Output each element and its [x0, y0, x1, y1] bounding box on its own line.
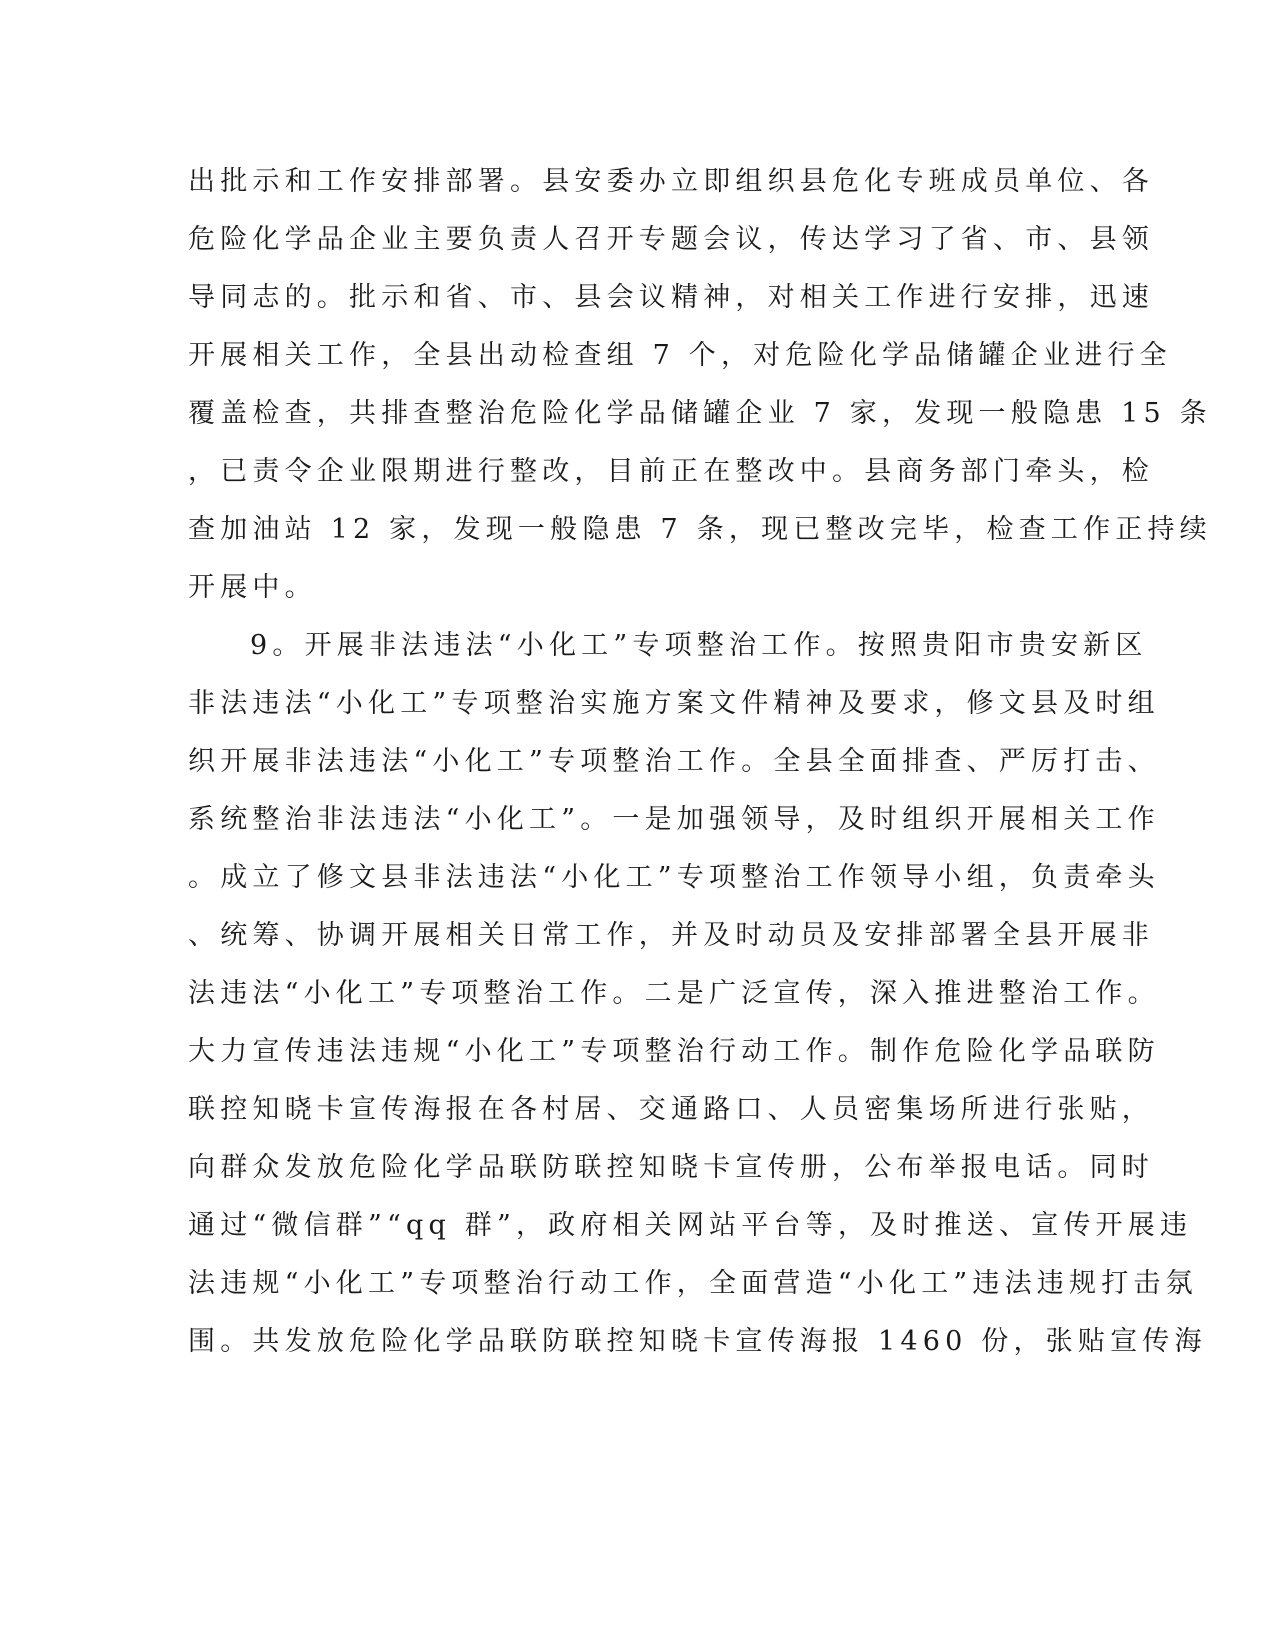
text-line: 系统整治非法违法“小化工”。一是加强领导，及时组织开展相关工作	[188, 804, 1160, 835]
text-line: 导同志的。批示和省、市、县会议精神，对相关工作进行安排，迅速	[188, 282, 1154, 313]
text-line: 法违法“小化工”专项整治工作。二是广泛宣传，深入推进整治工作。	[188, 978, 1160, 1009]
text-line: 出批示和工作安排部署。县安委办立即组织县危化专班成员单位、各	[188, 166, 1154, 197]
text-line: 围。共发放危险化学品联防联控知晓卡宣传海报 1460 份，张贴宣传海	[188, 1326, 1207, 1357]
text-line: 危险化学品企业主要负责人召开专题会议，传达学习了省、市、县领	[188, 224, 1154, 255]
text-line: 法违规“小化工”专项整治行动工作，全面营造“小化工”违法违规打击氛	[188, 1268, 1198, 1299]
text-line: 织开展非法违法“小化工”专项整治工作。全县全面排查、严厉打击、	[188, 746, 1160, 777]
text-line: 开展相关工作，全县出动检查组 7 个，对危险化学品储罐企业进行全	[188, 340, 1172, 371]
text-line: ，已责令企业限期进行整改，目前正在整改中。县商务部门牵头，检	[188, 456, 1154, 487]
text-line: 非法违法“小化工”专项整治实施方案文件精神及要求，修文县及时组	[188, 688, 1160, 719]
text-line: 9。开展非法违法“小化工”专项整治工作。按照贵阳市贵安新区	[250, 630, 1148, 661]
text-line: 开展中。	[188, 572, 317, 603]
text-line: 通过“微信群”“qq 群”，政府相关网站平台等，及时推送、宣传开展违	[188, 1210, 1193, 1241]
text-line: 查加油站 12 家，发现一般隐患 7 条，现已整改完毕，检查工作正持续	[188, 514, 1212, 545]
text-line: 、统筹、协调开展相关日常工作，并及时动员及安排部署全县开展非	[188, 920, 1154, 951]
text-line: 向群众发放危险化学品联防联控知晓卡宣传册，公布举报电话。同时	[188, 1152, 1154, 1183]
text-line: 大力宣传违法违规“小化工”专项整治行动工作。制作危险化学品联防	[188, 1036, 1160, 1067]
text-line: 。成立了修文县非法违法“小化工”专项整治工作领导小组，负责牵头	[188, 862, 1160, 893]
text-line: 覆盖检查，共排查整治危险化学品储罐企业 7 家，发现一般隐患 15 条	[188, 398, 1212, 429]
text-line: 联控知晓卡宣传海报在各村居、交通路口、人员密集场所进行张贴，	[188, 1094, 1154, 1125]
